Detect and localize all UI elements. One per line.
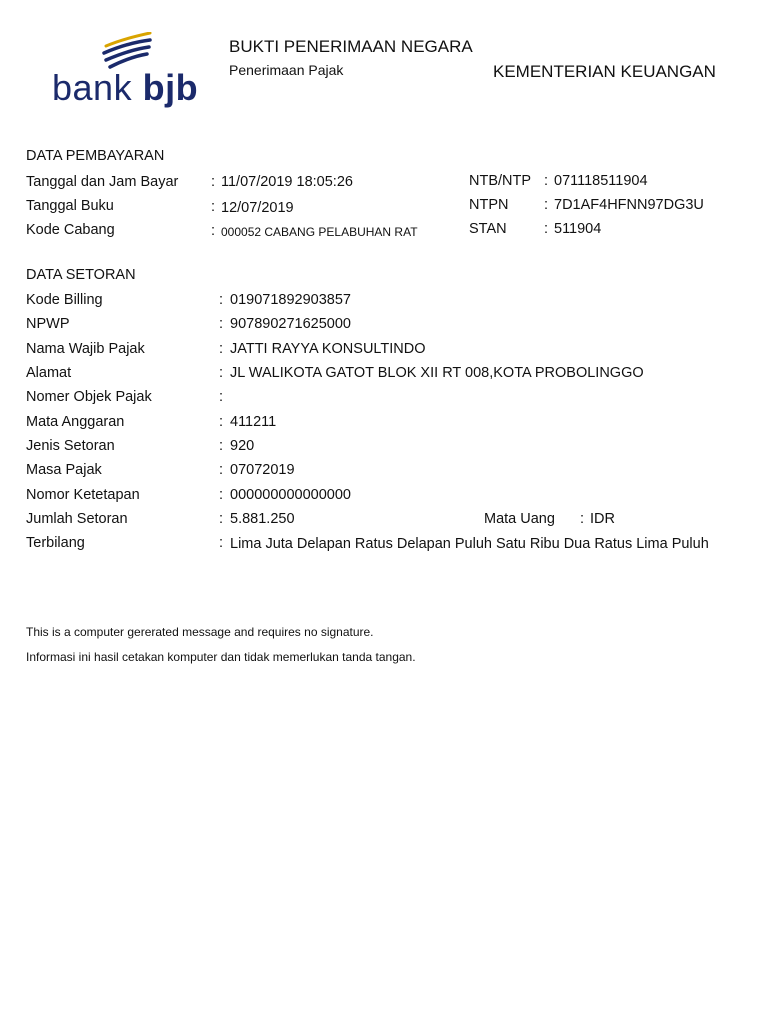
field-value: JATTI RAYYA KONSULTINDO bbox=[230, 341, 426, 357]
field-label: NTPN bbox=[469, 197, 509, 213]
field-label: Alamat bbox=[26, 365, 72, 381]
field-label: Kode Billing bbox=[26, 292, 103, 308]
field-label: Masa Pajak bbox=[26, 462, 102, 478]
field-colon: : bbox=[544, 197, 549, 213]
field-label: Tanggal dan Jam Bayar bbox=[26, 174, 179, 190]
field-label: Jenis Setoran bbox=[26, 438, 115, 454]
field-value: 7D1AF4HFNN97DG3U bbox=[554, 197, 704, 213]
field-value: 07072019 bbox=[230, 462, 295, 478]
bank-logo-wordmark bbox=[52, 67, 199, 108]
field-colon: : bbox=[219, 341, 224, 357]
field-colon: : bbox=[544, 221, 549, 237]
field-colon: : bbox=[219, 389, 224, 405]
field-value: 907890271625000 bbox=[230, 316, 351, 332]
field-colon: : bbox=[211, 174, 216, 190]
field-value: 11/07/2019 18:05:26 bbox=[221, 174, 353, 190]
field-label: Jumlah Setoran bbox=[26, 511, 128, 527]
field-colon: : bbox=[219, 365, 224, 381]
field-label: NPWP bbox=[26, 316, 70, 332]
field-colon: : bbox=[211, 223, 216, 239]
field-label: Tanggal Buku bbox=[26, 198, 114, 214]
field-colon: : bbox=[211, 199, 216, 215]
field-colon: : bbox=[219, 414, 224, 430]
currency-label: Mata Uang bbox=[484, 511, 555, 527]
field-value: 411211 bbox=[230, 414, 277, 430]
field-label: Nama Wajib Pajak bbox=[26, 341, 145, 357]
field-value: 12/07/2019 bbox=[221, 200, 294, 216]
section-heading-setoran: DATA SETORAN bbox=[26, 267, 136, 283]
footer-note-english: This is a computer gererated message and requires no signature. bbox=[26, 625, 374, 639]
section-heading-pembayaran: DATA PEMBAYARAN bbox=[26, 148, 165, 164]
field-value-terbilang: Lima Juta Delapan Ratus Delapan Puluh Satu Ribu Dua Ratus Lima Puluh bbox=[230, 536, 709, 552]
field-value: 000000000000000 bbox=[230, 487, 351, 503]
field-label: Nomor Ketetapan bbox=[26, 487, 140, 503]
field-value: 000052 CABANG PELABUHAN RAT bbox=[221, 225, 418, 239]
field-value: 511904 bbox=[554, 221, 602, 237]
field-colon: : bbox=[219, 511, 224, 527]
field-colon: : bbox=[219, 535, 224, 551]
field-colon: : bbox=[219, 316, 224, 332]
field-label: STAN bbox=[469, 221, 507, 237]
field-colon: : bbox=[219, 438, 224, 454]
document-title: BUKTI PENERIMAAN NEGARA bbox=[229, 37, 473, 56]
field-colon: : bbox=[219, 292, 224, 308]
field-colon: : bbox=[219, 487, 224, 503]
field-value: 071118511904 bbox=[554, 173, 648, 189]
bank-bjb-logo-icon bbox=[102, 32, 154, 72]
field-label: Terbilang bbox=[26, 535, 85, 551]
field-colon: : bbox=[580, 511, 585, 527]
document-subtitle: Penerimaan Pajak bbox=[229, 62, 344, 78]
field-value: 5.881.250 bbox=[230, 511, 295, 527]
field-label: Mata Anggaran bbox=[26, 414, 125, 430]
field-label: NTB/NTP bbox=[469, 173, 532, 189]
logo-name: bjb bbox=[142, 67, 199, 108]
footer-note-indonesian: Informasi ini hasil cetakan komputer dan tidak memerlukan tanda tangan. bbox=[26, 650, 416, 664]
field-value: JL WALIKOTA GATOT BLOK XII RT 008,KOTA PROBOLINGGO bbox=[230, 365, 644, 381]
field-label: Nomer Objek Pajak bbox=[26, 389, 152, 405]
field-label: Kode Cabang bbox=[26, 222, 115, 238]
currency-value: IDR bbox=[590, 511, 615, 527]
field-colon: : bbox=[219, 462, 224, 478]
field-value: 019071892903857 bbox=[230, 292, 351, 308]
logo-prefix: bank bbox=[52, 67, 133, 108]
ministry-name: KEMENTERIAN KEUANGAN bbox=[493, 62, 716, 81]
field-value: 920 bbox=[230, 438, 255, 454]
field-colon: : bbox=[544, 173, 549, 189]
